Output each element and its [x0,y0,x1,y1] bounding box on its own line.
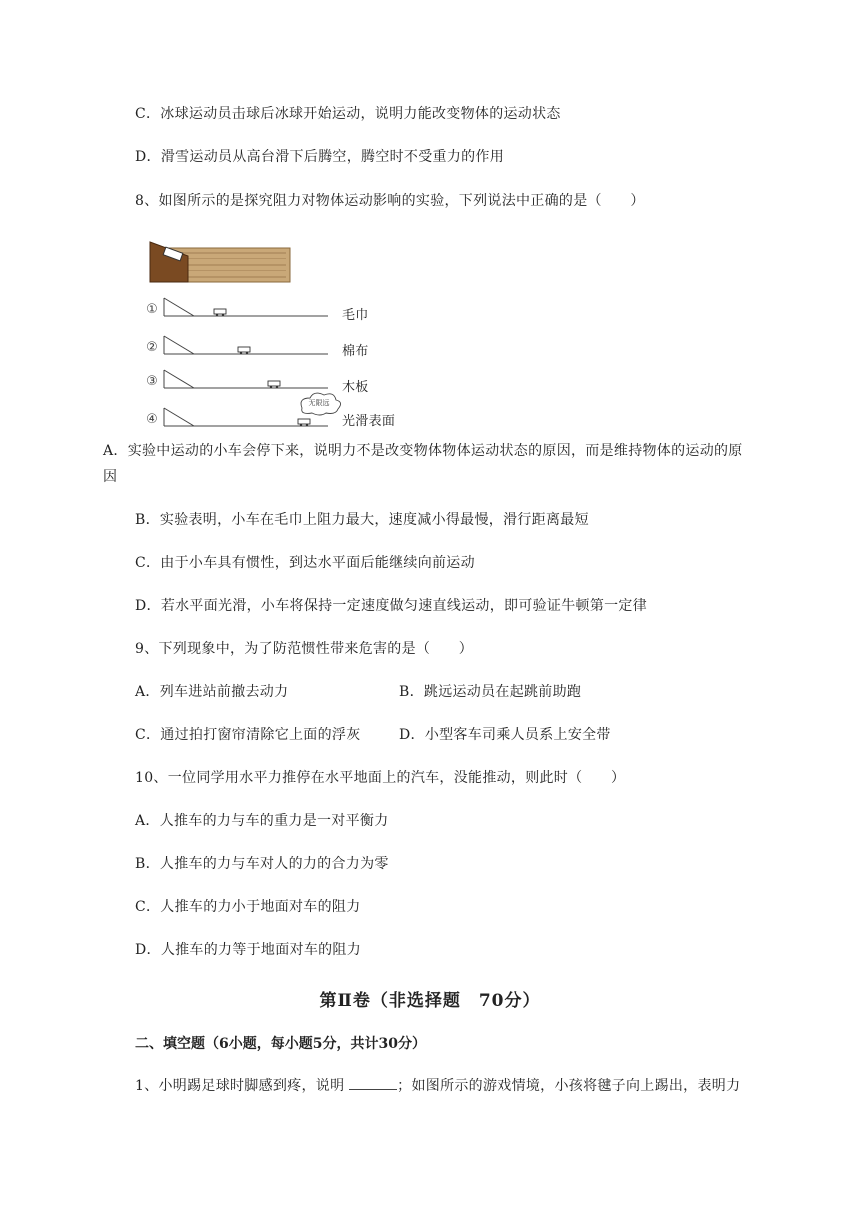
row-4 [145,393,341,427]
q8-option-c: C．由于小车具有惯性，到达水平面后能继续向前运动 [135,555,475,571]
answer-blank[interactable] [349,1077,397,1090]
q8-option-a-cont: 因 [103,469,118,485]
surface-label-wood: 木板 [342,380,369,395]
row-2 [145,336,328,355]
svg-text:①: ① [146,302,158,317]
q1-text-after: ；如图所示的游戏情境，小孩将毽子向上踢出，表明力 [397,1078,741,1094]
q9-option-a: A．列车进站前撤去动力 [135,684,289,700]
row-3 [145,370,328,389]
q10-option-a: A．人推车的力与车的重力是一对平衡力 [135,813,389,829]
q9-option-d: D．小型客车司乘人员系上安全带 [399,727,611,743]
q10-option-d: D．人推车的力等于地面对车的阻力 [135,942,362,958]
q10-option-b: B．人推车的力与车对人的力的合力为零 [135,856,389,872]
q1-text-before: 1、小明踢足球时脚感到疼，说明 [135,1078,350,1094]
q7-option-c: C．冰球运动员击球后冰球开始运动，说明力能改变物体的运动状态 [135,106,561,122]
q7-option-d: D．滑雪运动员从高台滑下后腾空，腾空时不受重力的作用 [135,149,505,165]
svg-text:③: ③ [146,374,158,389]
q8-option-a: A．实验中运动的小车会停下来，说明力不是改变物体物体运动状态的原因，而是维持物体的运动的原 [103,443,743,459]
q9-option-b: B．跳远运动员在起跳前助跑 [399,684,582,700]
surface-label-towel: 毛巾 [342,308,369,323]
q10-stem: 10、一位同学用水平力推停在水平地面上的汽车，没能推动，则此时（ ） [135,770,626,786]
surface-label-smooth: 光滑表面 [342,414,396,429]
q9-stem: 9、下列现象中，为了防范惯性带来危害的是（ ） [135,641,474,657]
section-heading: 二、填空题（6小题，每小题5分，共计30分） [135,1036,426,1052]
row-1 [145,298,328,317]
fill-question-1 [135,1076,740,1096]
q8-stem: 8、如图所示的是探究阻力对物体运动影响的实验，下列说法中正确的是（ ） [135,193,645,209]
surface-label-cotton: 棉布 [342,344,369,359]
part-two-title: 第Ⅱ卷（非选择题 70分） [319,991,541,1011]
svg-text:②: ② [146,340,158,355]
cloud-text: 无限远 [308,399,330,407]
experiment-diagram [142,236,392,432]
q9-option-c: C．通过拍打窗帘清除它上面的浮灰 [135,727,361,743]
q8-option-d: D．若水平面光滑，小车将保持一定速度做匀速直线运动，即可验证牛顿第一定律 [135,598,648,614]
q10-option-c: C．人推车的力小于地面对车的阻力 [135,899,361,915]
svg-text:④: ④ [146,412,158,427]
experiment-figure [142,236,396,436]
q8-option-b: B．实验表明，小车在毛巾上阻力最大，速度减小得最慢，滑行距离最短 [135,512,589,528]
